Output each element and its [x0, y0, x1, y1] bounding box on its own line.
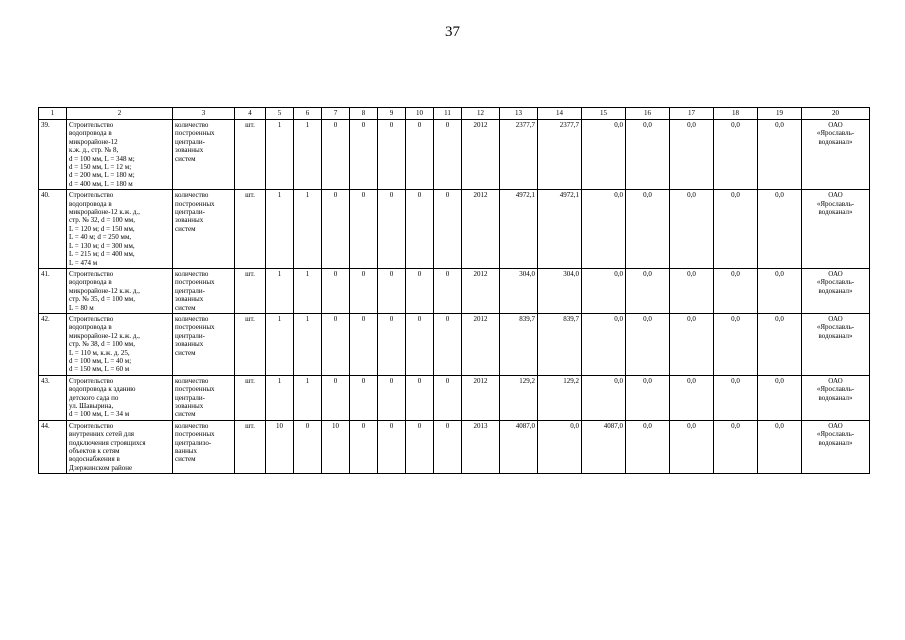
- header-cell: 10: [406, 108, 434, 120]
- value-col13: 304,0: [500, 268, 538, 313]
- value-col15: 0,0: [582, 313, 626, 375]
- value-col19: 0,0: [758, 268, 802, 313]
- value-col17: 0,0: [670, 313, 714, 375]
- value-col18: 0,0: [714, 420, 758, 473]
- measure-name: Строительство водопровода к зданию детского сада по ул. Шавырина, d = 100 мм, L = 34 м: [67, 375, 173, 420]
- value-col17: 0,0: [670, 268, 714, 313]
- executor: ОАО «Ярославль- водоканал»: [802, 120, 870, 190]
- value-col10: 0: [406, 375, 434, 420]
- value-col7: 0: [322, 313, 350, 375]
- header-row: [39, 108, 870, 120]
- value-col19: 0,0: [758, 420, 802, 473]
- header-cell: 15: [582, 108, 626, 120]
- header-cell: 13: [500, 108, 538, 120]
- table-row: [39, 268, 870, 313]
- value-col8: 0: [350, 375, 378, 420]
- value-col9: 0: [378, 375, 406, 420]
- value-col10: 0: [406, 190, 434, 269]
- value-col9: 0: [378, 120, 406, 190]
- value-col10: 0: [406, 268, 434, 313]
- executor: ОАО «Ярославль- водоканал»: [802, 268, 870, 313]
- executor: ОАО «Ярославль- водоканал»: [802, 375, 870, 420]
- value-col16: 0,0: [626, 268, 670, 313]
- indicator-name: количество построенных централи- зованных систем: [173, 268, 235, 313]
- indicator-name: количество построенных централи- зованных систем: [173, 120, 235, 190]
- header-cell: 18: [714, 108, 758, 120]
- year: 2012: [462, 190, 500, 269]
- value-col15: 0,0: [582, 120, 626, 190]
- unit: шт.: [235, 190, 266, 269]
- row-number: 39.: [39, 120, 67, 190]
- table-row: [39, 420, 870, 473]
- value-col19: 0,0: [758, 190, 802, 269]
- measure-name: Строительство водопровода в микрорайоне-12 к.ж. д., стр. № 32, d = 100 мм, L = 120 м; d = 150 мм, L = 40 м; d = 250 мм, L = 130 м; d = 300 мм, L = 215 м; d = 400 мм, L = 474 м: [67, 190, 173, 269]
- unit: шт.: [235, 268, 266, 313]
- header-cell: 9: [378, 108, 406, 120]
- executor: ОАО «Ярославль- водоканал»: [802, 190, 870, 269]
- indicator-name: количество построенных централи- зованных систем: [173, 190, 235, 269]
- value-col17: 0,0: [670, 120, 714, 190]
- value-col7: 0: [322, 375, 350, 420]
- value-col14: 0,0: [538, 420, 582, 473]
- header-cell: 4: [235, 108, 266, 120]
- year: 2013: [462, 420, 500, 473]
- table-row: [39, 375, 870, 420]
- executor: ОАО «Ярославль- водоканал»: [802, 420, 870, 473]
- value-col5: 1: [266, 313, 294, 375]
- value-col18: 0,0: [714, 375, 758, 420]
- unit: шт.: [235, 120, 266, 190]
- value-col14: 839,7: [538, 313, 582, 375]
- measure-name: Строительство водопровода в микрорайоне-12 к.ж. д., стр. № 8, d = 100 мм, L = 348 м; d = 150 мм, L = 12 м; d = 200 мм, L = 180 м; d = 400 мм, L = 180 м: [67, 120, 173, 190]
- header-cell: 19: [758, 108, 802, 120]
- value-col8: 0: [350, 120, 378, 190]
- value-col11: 0: [434, 120, 462, 190]
- measure-name: Строительство водопровода в микрорайоне-12 к.ж. д., стр. № 35, d = 100 мм, L = 80 м: [67, 268, 173, 313]
- value-col18: 0,0: [714, 190, 758, 269]
- value-col8: 0: [350, 420, 378, 473]
- header-cell: 14: [538, 108, 582, 120]
- value-col11: 0: [434, 420, 462, 473]
- value-col19: 0,0: [758, 120, 802, 190]
- value-col5: 1: [266, 190, 294, 269]
- value-col14: 2377,7: [538, 120, 582, 190]
- executor: ОАО «Ярославль- водоканал»: [802, 313, 870, 375]
- table-row: [39, 313, 870, 375]
- indicator-name: количество построенных централи- зованных систем: [173, 375, 235, 420]
- value-col17: 0,0: [670, 190, 714, 269]
- header-cell: 8: [350, 108, 378, 120]
- value-col8: 0: [350, 190, 378, 269]
- header-cell: 17: [670, 108, 714, 120]
- value-col8: 0: [350, 268, 378, 313]
- value-col10: 0: [406, 420, 434, 473]
- value-col16: 0,0: [626, 190, 670, 269]
- value-col18: 0,0: [714, 313, 758, 375]
- value-col7: 0: [322, 268, 350, 313]
- value-col19: 0,0: [758, 375, 802, 420]
- value-col11: 0: [434, 375, 462, 420]
- header-cell: 1: [39, 108, 67, 120]
- measure-name: Строительство внутренних сетей для подключения строящихся объектов к сетям водоснабжения в Дзержинском районе: [67, 420, 173, 473]
- value-col14: 4972,1: [538, 190, 582, 269]
- value-col6: 1: [294, 190, 322, 269]
- value-col14: 304,0: [538, 268, 582, 313]
- page-number: 37: [445, 24, 460, 40]
- value-col6: 1: [294, 375, 322, 420]
- measure-name: Строительство водопровода в микрорайоне-12 к.ж. д., стр. № 38, d = 100 мм, L = 110 м, к.ж. д. 25, d = 100 мм, L = 40 м; d = 150 мм, L = 60 м: [67, 313, 173, 375]
- header-cell: 16: [626, 108, 670, 120]
- indicator-name: количество построенных централи- зованных систем: [173, 313, 235, 375]
- row-number: 41.: [39, 268, 67, 313]
- value-col11: 0: [434, 313, 462, 375]
- indicator-name: количество построенных централизо- ванных систем: [173, 420, 235, 473]
- value-col15: 0,0: [582, 375, 626, 420]
- header-cell: 2: [67, 108, 173, 120]
- value-col5: 10: [266, 420, 294, 473]
- value-col5: 1: [266, 375, 294, 420]
- header-cell: 7: [322, 108, 350, 120]
- value-col9: 0: [378, 190, 406, 269]
- header-cell: 20: [802, 108, 870, 120]
- value-col6: 1: [294, 313, 322, 375]
- value-col5: 1: [266, 268, 294, 313]
- header-cell: 6: [294, 108, 322, 120]
- value-col18: 0,0: [714, 120, 758, 190]
- year: 2012: [462, 120, 500, 190]
- program-table: [38, 107, 870, 474]
- value-col19: 0,0: [758, 313, 802, 375]
- unit: шт.: [235, 420, 266, 473]
- value-col16: 0,0: [626, 420, 670, 473]
- value-col13: 4087,0: [500, 420, 538, 473]
- value-col13: 129,2: [500, 375, 538, 420]
- value-col13: 4972,1: [500, 190, 538, 269]
- value-col15: 4087,0: [582, 420, 626, 473]
- header-cell: 3: [173, 108, 235, 120]
- value-col15: 0,0: [582, 268, 626, 313]
- value-col18: 0,0: [714, 268, 758, 313]
- value-col6: 0: [294, 420, 322, 473]
- header-cell: 11: [434, 108, 462, 120]
- value-col13: 2377,7: [500, 120, 538, 190]
- table-row: [39, 120, 870, 190]
- value-col16: 0,0: [626, 120, 670, 190]
- value-col13: 839,7: [500, 313, 538, 375]
- value-col11: 0: [434, 268, 462, 313]
- value-col9: 0: [378, 268, 406, 313]
- value-col7: 0: [322, 190, 350, 269]
- row-number: 43.: [39, 375, 67, 420]
- row-number: 40.: [39, 190, 67, 269]
- value-col7: 10: [322, 420, 350, 473]
- header-cell: 5: [266, 108, 294, 120]
- value-col5: 1: [266, 120, 294, 190]
- value-col6: 1: [294, 120, 322, 190]
- value-col16: 0,0: [626, 375, 670, 420]
- value-col9: 0: [378, 420, 406, 473]
- unit: шт.: [235, 375, 266, 420]
- value-col7: 0: [322, 120, 350, 190]
- value-col11: 0: [434, 190, 462, 269]
- year: 2012: [462, 268, 500, 313]
- value-col16: 0,0: [626, 313, 670, 375]
- value-col9: 0: [378, 313, 406, 375]
- value-col14: 129,2: [538, 375, 582, 420]
- unit: шт.: [235, 313, 266, 375]
- year: 2012: [462, 313, 500, 375]
- value-col15: 0,0: [582, 190, 626, 269]
- value-col17: 0,0: [670, 420, 714, 473]
- value-col10: 0: [406, 120, 434, 190]
- year: 2012: [462, 375, 500, 420]
- value-col6: 1: [294, 268, 322, 313]
- table-row: [39, 190, 870, 269]
- header-cell: 12: [462, 108, 500, 120]
- value-col10: 0: [406, 313, 434, 375]
- row-number: 42.: [39, 313, 67, 375]
- value-col8: 0: [350, 313, 378, 375]
- row-number: 44.: [39, 420, 67, 473]
- value-col17: 0,0: [670, 375, 714, 420]
